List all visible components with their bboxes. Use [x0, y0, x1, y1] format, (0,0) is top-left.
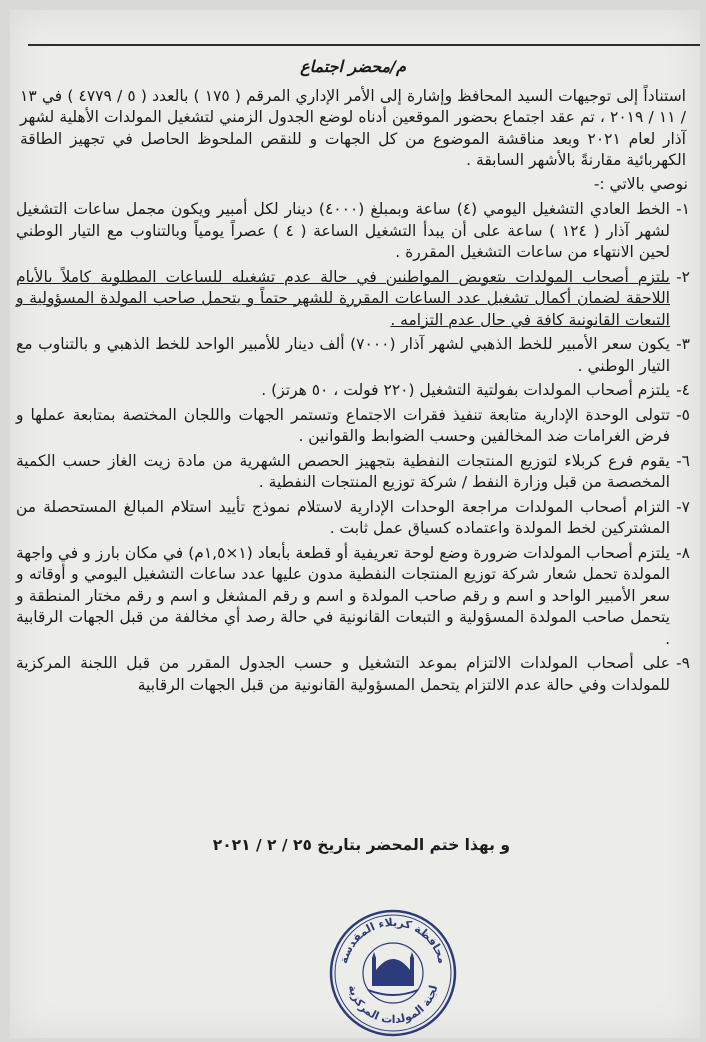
list-item	[16, 334, 690, 377]
document-title: م/محضر اجتماع	[300, 57, 406, 76]
stamp-bottom-text: لجنة المولدات المركزية	[345, 983, 441, 1027]
item-text: يكون سعر الأمبير للخط الذهبي لشهر آذار (٧٠٠٠) ألف دينار للأمبير الواحد للخط الذهبي و بالتناوب مع التيار الوطني .	[16, 335, 670, 375]
item-text: التزام أصحاب المولدات مراجعة الوحدات الإدارية لاستلام نموذج تأييد استلام المبالغ المستحصلة من المشتركين لخط المولدة واعتماده كسياق عمل ثابت .	[16, 497, 670, 537]
item-number: ٦-	[676, 451, 690, 470]
item-number: ٩-	[676, 654, 690, 672]
item-number: ٢-	[676, 267, 690, 286]
list-item	[16, 199, 690, 264]
list-item	[16, 405, 690, 448]
closing-date-line: و بهذا ختم المحضر بتاريخ ٢٥ / ٢ / ٢٠٢١	[212, 836, 510, 854]
list-item	[16, 653, 690, 696]
item-text: يلتزم أصحاب المولدات ضرورة وضع لوحة تعريفية أو قطعة بأبعاد (١×١,٥م) في مكان بارز و في واجهة المولدة تحمل شعار شركة توزيع المنتجات النفطية مدون عليها عدد ساعات التشغيل اليومي و أوقاته و سعر الأمبير الواحد و اسم و رقم صاحب المولدة و اسم و رقم المشغل و اسم و رقم مختار المنطقة و يتحمل صاحب المولدة المسؤولية و التبعات القانونية في حالة رصد أي مخالفة من قبل الجهات الرقابية .	[16, 543, 670, 648]
list-item	[16, 451, 690, 494]
list-item	[16, 497, 690, 540]
list-item	[16, 380, 690, 402]
item-number: ١-	[676, 200, 690, 218]
list-item	[16, 267, 690, 332]
document-body	[16, 50, 690, 699]
item-text: الخط العادي التشغيل اليومي (٤) ساعة وبمبلغ (٤٠٠٠) دينار لكل أمبير ويكون مجمل ساعات التشغيل لشهر آذار ( ١٢٤ ) ساعة على أن يبدأ التشغيل الساعة ( ٤ ) عصراً يومياً وبالتناوب مع التيار الوطني لحين الانتهاء من ساعات التشغيل المقررة .	[16, 200, 670, 261]
shrine-emblem-icon	[368, 952, 418, 995]
item-number: ٨-	[676, 543, 690, 562]
item-text: على أصحاب المولدات الالتزام بموعد التشغيل و حسب الجدول المقرر من قبل اللجنة المركزية للمولدات وفي حالة عدم الالتزام يتحمل المسؤولية القانونية من قبل الجهات الرقابية	[16, 654, 670, 694]
item-number: ٥-	[676, 405, 690, 424]
official-stamp	[328, 908, 458, 1038]
recommendations-heading: نوصي بالاتي :-	[593, 174, 688, 193]
list-item	[16, 543, 690, 651]
intro-paragraph: استناداً إلى توجيهات السيد المحافظ وإشارة إلى الأمر الإداري المرقم ( ١٧٥ ) بالعدد ( ٥ / ٤٧٧٩ ) في ١٣ / ١١ / ٢٠١٩ ، تم عقد اجتماع بحضور الموقعين أدناه لوضع الجدول الزمني لتشغيل المولدات الأهلية لشهر آذار لعام ٢٠٢١ وبعد مناقشة الموضوع من كل الجهات و للنقص الملحوظ الحاصل في تجهيز الطاقة الكهربائية مقارنةً بالأشهر السابقة .	[20, 86, 686, 169]
recommendations-list	[16, 199, 690, 696]
item-number: ٤-	[676, 381, 690, 399]
page-border-line	[28, 44, 700, 46]
item-text: يلتزم أصحاب المولدات بفولتية التشغيل (٢٢٠ فولت ، ٥٠ هرتز) .	[261, 381, 670, 399]
item-text: يلتزم أصحاب المولدات بتعويض المواطنين في حالة عدم تشغيله للساعات المطلوبة كاملاً بالأيام اللاحقة لضمان أكمال تشغيل عدد الساعات المقررة للشهر حتماً و يتحمل صاحب المولدة المسؤولية و التبعات القانونية كافة في حال عدم التزامه .	[16, 267, 670, 329]
item-number: ٧-	[676, 497, 690, 516]
document-sheet	[10, 10, 700, 1038]
item-text: تتولى الوحدة الإدارية متابعة تنفيذ فقرات الاجتماع وتستمر الجهات واللجان المختصة بمتابعة عملها و فرض الغرامات ضد المخالفين وحسب الضوابط والقوانين .	[16, 405, 670, 445]
item-number: ٣-	[676, 335, 690, 353]
stamp-top-text: محافظة كربلاء المقدسة	[337, 915, 449, 965]
item-text: يقوم فرع كربلاء لتوزيع المنتجات النفطية بتجهيز الحصص الشهرية من مادة زيت الغاز حسب الكمية المخصصة من قبل وزارة النفط / شركة توزيع المنتجات النفطية .	[16, 451, 670, 491]
